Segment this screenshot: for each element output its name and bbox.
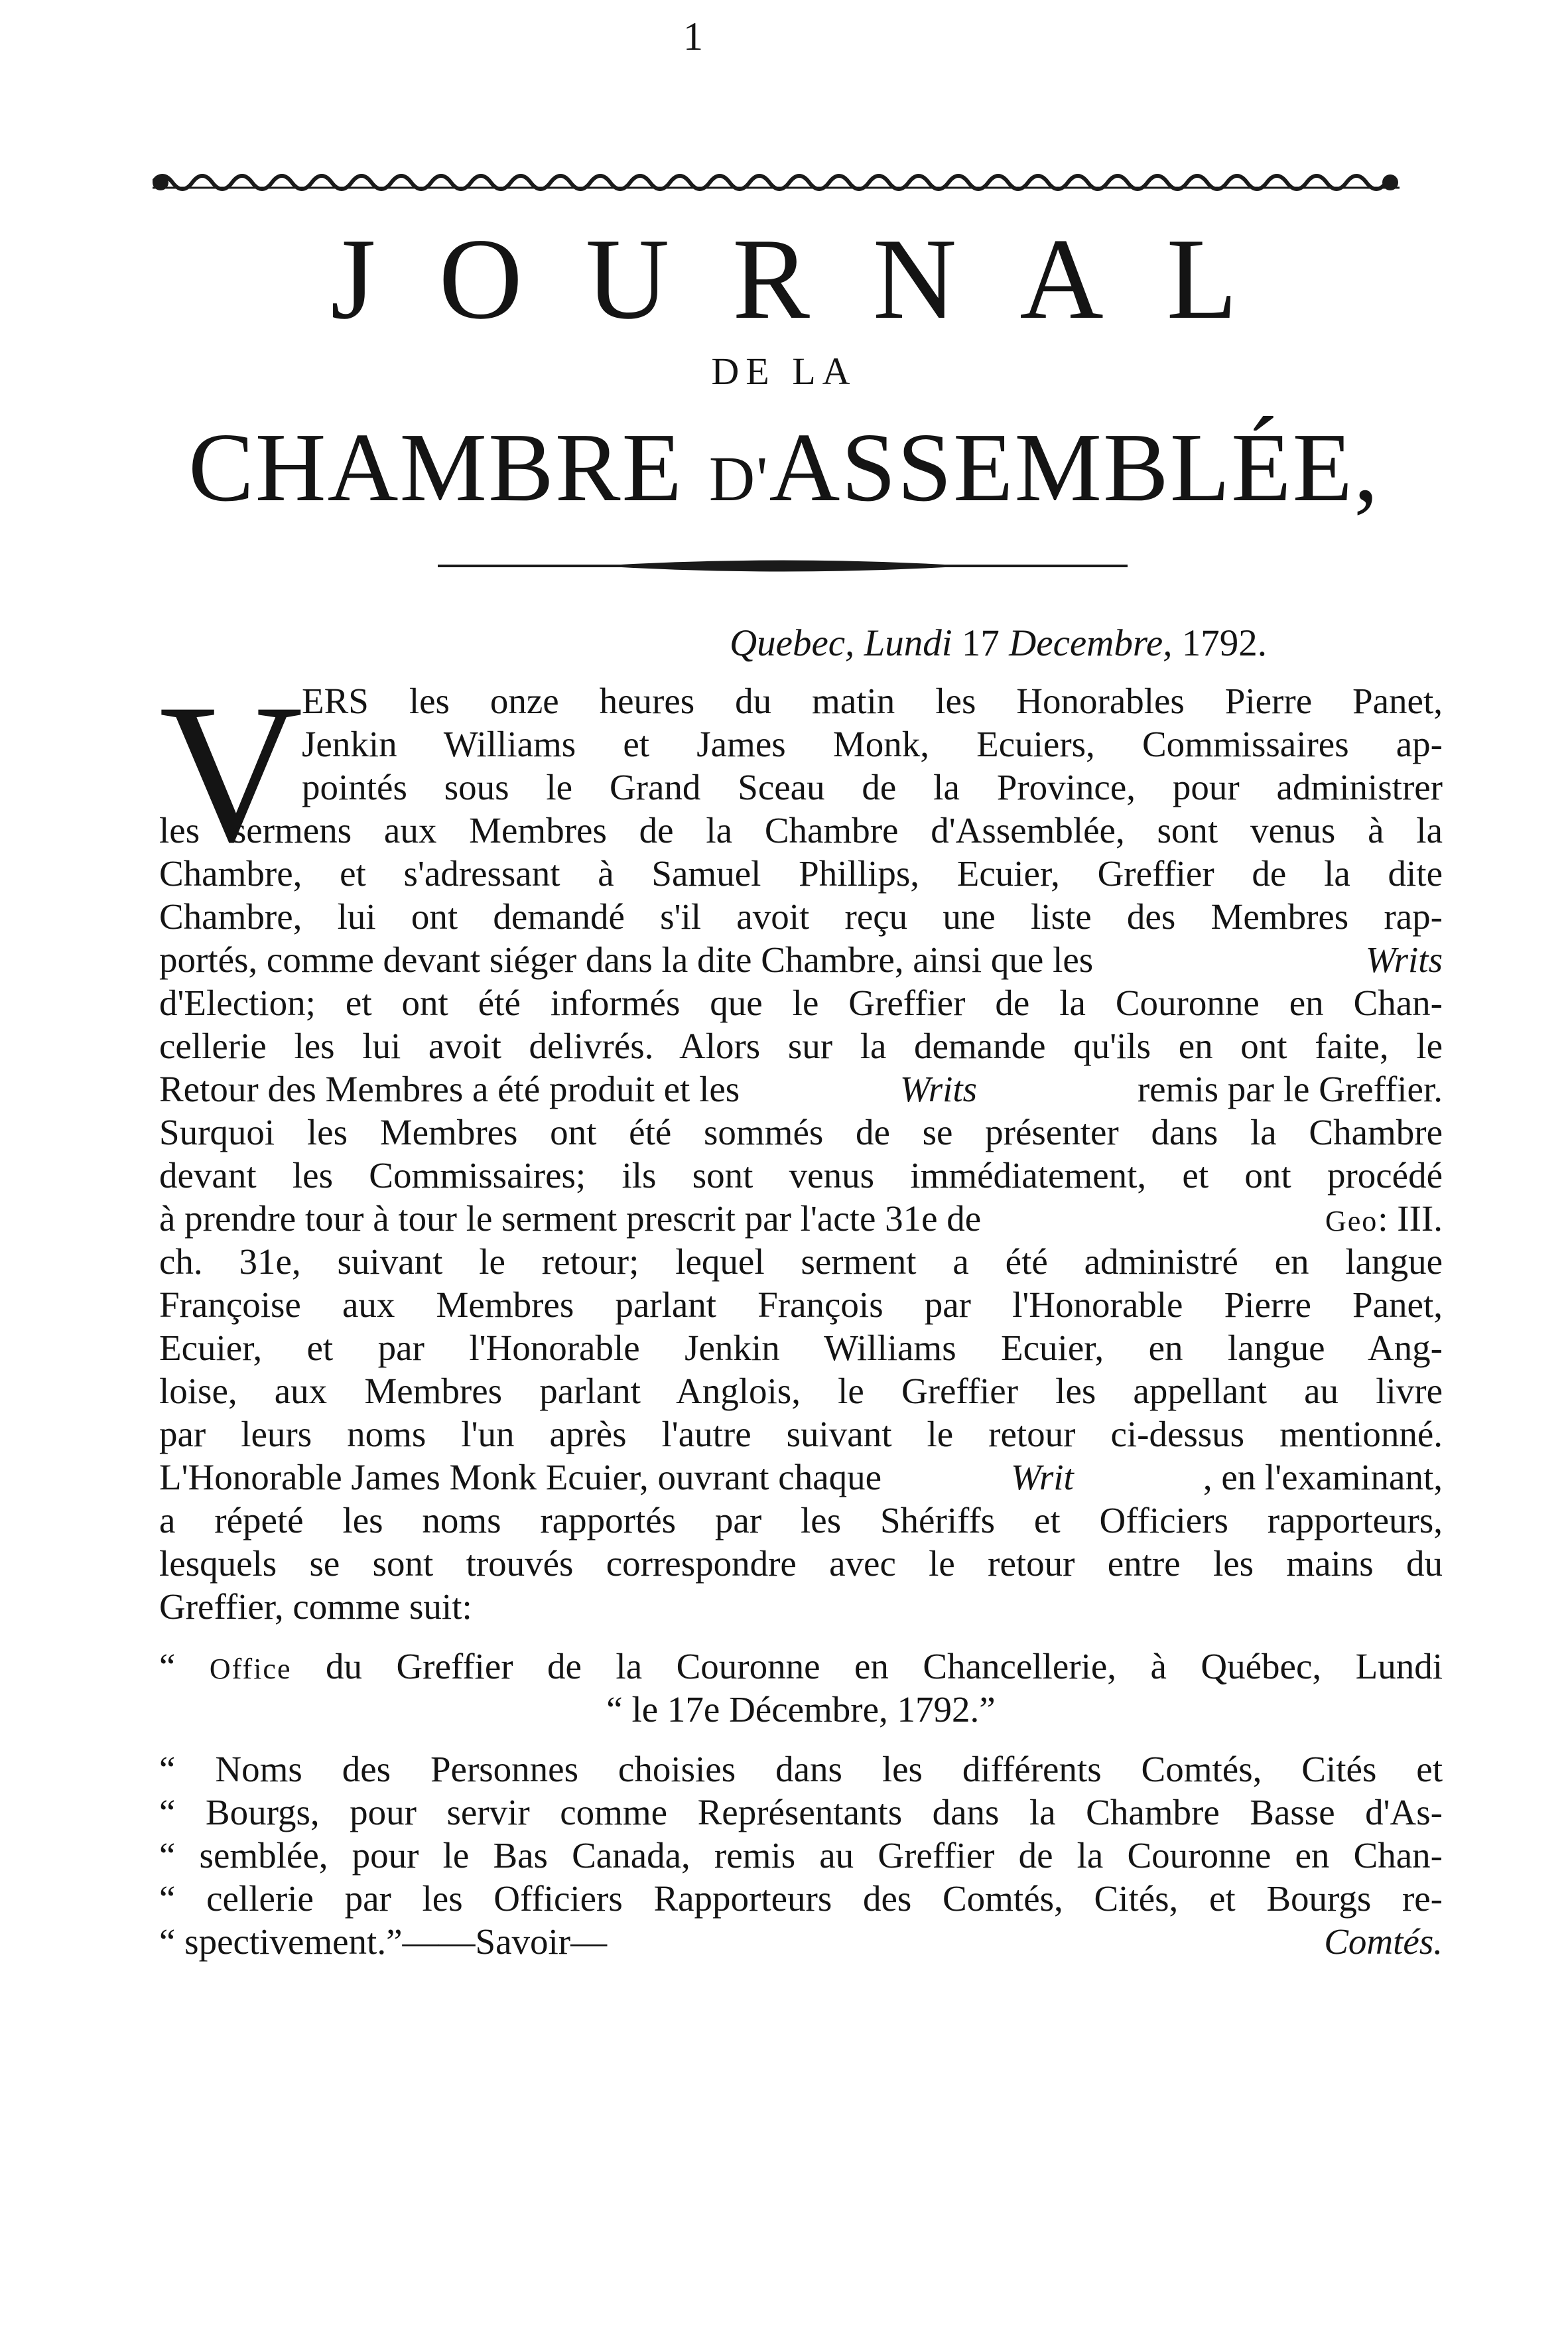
body-line xyxy=(159,939,1443,981)
body-smallcaps-geo: Geo xyxy=(1325,1205,1378,1237)
quote-noms-line: “ Bourgs, pour servir comme Représentants dans la Chambre Basse d'As- xyxy=(159,1792,1443,1832)
body-line: devant les Commissaires; ils sont venus immédiatement, et ont procédé xyxy=(159,1155,1443,1196)
body-line xyxy=(159,1456,1443,1499)
quote-office-date: “ le 17e Décembre, 1792.” xyxy=(606,1689,996,1730)
body-line-text: Retour des Membres a été produit et les xyxy=(159,1069,740,1109)
quote-noms-line: “ cellerie par les Officiers Rapporteurs des Comtés, Cités, et Bourgs re- xyxy=(159,1878,1443,1919)
body-line-text: , en l'examinant, xyxy=(1203,1457,1443,1497)
quote-open: “ xyxy=(159,1646,176,1686)
quote-noms-line: “ Noms des Personnes choisies dans les différents Comtés, Cités et xyxy=(159,1749,1443,1789)
body-line: Chambre, et s'adressant à Samuel Phillips, Ecuier, Greffier de la dite xyxy=(159,853,1443,894)
body-line: Chambre, lui ont demandé s'il avoit reçu une liste des Membres rap- xyxy=(159,896,1443,937)
body-line-geo xyxy=(1325,1198,1443,1243)
dateline-place: Quebec, xyxy=(730,622,855,664)
ornament-end-left xyxy=(153,174,168,190)
dateline xyxy=(730,620,1267,667)
dateline-day: Lundi xyxy=(864,622,952,664)
body-italic-writs: Writs xyxy=(899,1069,978,1109)
title-assemblee: ASSEMBLÉE, xyxy=(769,413,1380,522)
title-chambre: CHAMBRE xyxy=(188,413,683,522)
title-journal: JOURNAL xyxy=(330,214,1301,343)
body-line-text: portés, comme devant siéger dans la dite Chambre, ainsi que les xyxy=(159,939,1094,980)
body-line xyxy=(159,1198,1443,1243)
ornamental-border xyxy=(153,163,1400,202)
body-line: loise, aux Membres parlant Anglois, le Greffier les appellant au livre xyxy=(159,1371,1443,1411)
dateline-month: Decembre, xyxy=(1009,622,1173,664)
body-line: Greffier, comme suit: xyxy=(159,1586,472,1627)
quote-noms-line xyxy=(159,1921,1443,1963)
decorative-rule xyxy=(438,557,1128,575)
ornament-end-right xyxy=(1382,174,1398,190)
body-line-text: à prendre tour à tour le serment prescrit par l'acte 31e de xyxy=(159,1198,982,1239)
dateline-year: 1792. xyxy=(1181,622,1267,664)
body-line: Jenkin Williams et James Monk, Ecuiers, Commissaires ap- xyxy=(302,724,1443,764)
body-line-text: L'Honorable James Monk Ecuier, ouvrant chaque xyxy=(159,1457,882,1497)
title-de-la: DE LA xyxy=(711,350,857,393)
body-line-text: remis par le Greffier. xyxy=(1137,1069,1443,1109)
body-line: les sermens aux Membres de la Chambre d'Assemblée, sont venus à la xyxy=(159,810,1443,851)
body-line: Ecuier, et par l'Honorable Jenkin Williams Ecuier, en langue Ang- xyxy=(159,1328,1443,1368)
page-marker: 1 xyxy=(683,15,703,58)
body-line: Surquoi les Membres ont été sommés de se présenter dans la Chambre xyxy=(159,1112,1443,1152)
quote-noms-line: “ semblée, pour le Bas Canada, remis au Greffier de la Couronne en Chan- xyxy=(159,1835,1443,1876)
body-line: ERS les onze heures du matin les Honorables Pierre Panet, xyxy=(302,681,1443,721)
body-line: d'Election; et ont été informés que le Greffier de la Couronne en Chan- xyxy=(159,983,1443,1023)
body-line: ch. 31e, suivant le retour; lequel serment a été administré en langue xyxy=(159,1241,1443,1282)
body-line: a répeté les noms rapportés par les Shériffs et Officiers rapporteurs, xyxy=(159,1500,1443,1541)
body-line-text: : III. xyxy=(1378,1198,1443,1239)
catchword: Comtés. xyxy=(1324,1921,1443,1962)
quote-office-line xyxy=(159,1645,1443,1690)
body-italic-writ: Writ xyxy=(1011,1457,1074,1497)
quote-noms-text: “ spectivement.”——Savoir— xyxy=(159,1921,608,1962)
dateline-date: 17 xyxy=(961,622,1000,664)
body-line: pointés sous le Grand Sceau de la Province, pour administrer xyxy=(302,767,1443,807)
body-line: Françoise aux Membres parlant François par l'Honorable Pierre Panet, xyxy=(159,1284,1443,1325)
body-line: cellerie les lui avoit delivrés. Alors sur la demande qu'ils en ont faite, le xyxy=(159,1026,1443,1066)
title-d-apostrophe: D' xyxy=(708,443,769,514)
dropcap: V xyxy=(159,663,303,883)
body-line: lesquels se sont trouvés correspondre avec le retour entre les mains du xyxy=(159,1543,1443,1584)
body-line: par leurs noms l'un après l'autre suivant le retour ci-dessus mentionné. xyxy=(159,1414,1443,1454)
body-line xyxy=(159,1068,1443,1111)
quote-office-text: du Greffier de la Couronne en Chancellerie, à Québec, Lundi xyxy=(291,1646,1443,1686)
body-italic-writs: Writs xyxy=(1365,939,1443,980)
quote-office-smallcaps: Office xyxy=(209,1653,292,1685)
title-chambre-assemblee xyxy=(0,411,1568,535)
